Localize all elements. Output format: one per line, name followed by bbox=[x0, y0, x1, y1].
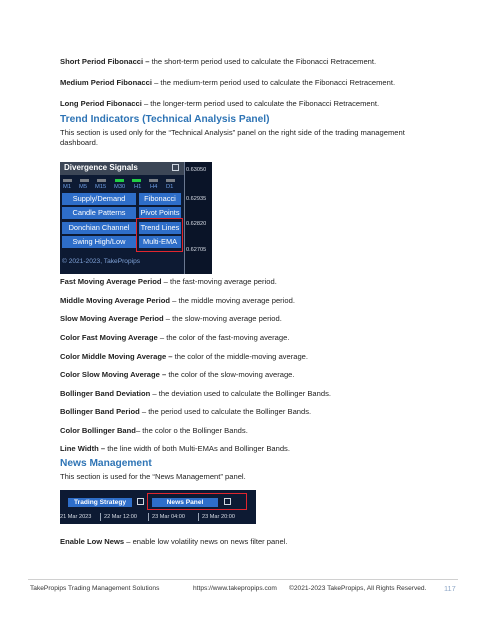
time-separator bbox=[148, 513, 149, 521]
signal-bar bbox=[80, 179, 89, 182]
param-desc: – the period used to calculate the Bollinger Bands. bbox=[139, 407, 312, 416]
param-desc: – the deviation used to calculate the Bollinger Bands. bbox=[150, 389, 331, 398]
param-color-bb bbox=[60, 426, 460, 436]
param-term: Short Period Fibonacci – bbox=[60, 57, 150, 66]
param-term: Color Middle Moving Average – bbox=[60, 352, 173, 361]
param-term: Long Period Fibonacci bbox=[60, 99, 142, 108]
timeframe-label: D1 bbox=[166, 184, 174, 190]
param-desc: – the middle moving average period. bbox=[170, 296, 295, 305]
swing-high-low-button[interactable]: Swing High/Low bbox=[62, 236, 136, 248]
pivot-points-button[interactable]: Pivot Points bbox=[140, 208, 180, 217]
param-term: Color Slow Moving Average – bbox=[60, 370, 167, 379]
param-desc: – the medium-term period used to calculate the Fibonacci Retracement. bbox=[151, 78, 396, 87]
param-color-fast-ma bbox=[60, 333, 460, 343]
time-separator bbox=[100, 513, 101, 521]
param-line-width bbox=[60, 444, 460, 454]
section-intro: This section is used only for the “Technical Analysis” panel on the right side of the trading management dashboard. bbox=[60, 128, 405, 147]
param-desc: – enable low volatility news on news filter panel. bbox=[124, 537, 288, 546]
highlight-box bbox=[147, 493, 247, 510]
param-medium-fib bbox=[60, 78, 460, 88]
timeframe-label: M5 bbox=[79, 184, 88, 190]
news-panel-screenshot bbox=[60, 490, 256, 524]
param-term: Bollinger Band Deviation bbox=[60, 389, 151, 398]
signal-bar bbox=[97, 179, 106, 182]
param-bb-period bbox=[60, 407, 460, 417]
highlight-box bbox=[136, 218, 183, 252]
time-separator bbox=[198, 513, 199, 521]
divergence-panel-screenshot bbox=[60, 162, 212, 274]
donchian-channel-button[interactable]: Donchian Channel bbox=[62, 222, 136, 234]
price-scale bbox=[185, 162, 212, 274]
param-desc: – the longer-term period used to calculate the Fibonacci Retracement. bbox=[141, 99, 380, 108]
time-label: 23 Mar 20:00 bbox=[202, 514, 235, 520]
param-bb-deviation bbox=[60, 389, 460, 399]
param-term: Slow Moving Average Period bbox=[60, 314, 164, 323]
footer-rights: ©2021-2023 TakePropips, All Rights Reserved. bbox=[289, 585, 427, 592]
time-label: 23 Mar 04:00 bbox=[152, 514, 185, 520]
multi-ema-button[interactable]: Multi-EMA bbox=[139, 236, 181, 248]
param-desc: the color of the middle-moving average. bbox=[172, 352, 309, 361]
minimize-icon bbox=[172, 164, 179, 171]
timeframe-label: M15 bbox=[95, 184, 107, 190]
time-label: 21 Mar 2023 bbox=[60, 514, 92, 520]
signal-bar bbox=[149, 179, 158, 182]
timeframe-label: M30 bbox=[114, 184, 126, 190]
supply-demand-button[interactable]: Supply/Demand bbox=[62, 193, 136, 205]
param-term: Fast Moving Average Period bbox=[60, 277, 162, 286]
section-heading-trend-indicators: Trend Indicators (Technical Analysis Panel) bbox=[60, 114, 270, 125]
tab-news-panel[interactable]: News Panel bbox=[152, 498, 218, 507]
timeframe-label: H4 bbox=[150, 184, 158, 190]
param-color-slow-ma bbox=[60, 370, 460, 380]
param-term: Medium Period Fibonacci bbox=[60, 78, 152, 87]
price-label: 0.62935 bbox=[186, 196, 207, 202]
price-label: 0.63050 bbox=[186, 167, 207, 173]
signal-bar bbox=[166, 179, 175, 182]
timeframe-label: H1 bbox=[134, 184, 142, 190]
section-heading-news-management: News Management bbox=[60, 458, 152, 469]
param-desc: – the fast-moving average period. bbox=[161, 277, 277, 286]
timeframe-label: M1 bbox=[63, 184, 72, 190]
minimize-icon bbox=[137, 498, 144, 505]
price-label: 0.62705 bbox=[186, 247, 207, 253]
tab-trading-strategy[interactable]: Trading Strategy bbox=[68, 498, 132, 507]
time-label: 22 Mar 12:00 bbox=[104, 514, 137, 520]
param-slow-ma-period bbox=[60, 314, 460, 324]
param-term: Color Bollinger Band bbox=[60, 426, 136, 435]
panel-title: Divergence Signals bbox=[64, 163, 138, 172]
param-desc: the line width of both Multi-EMAs and Bollinger Bands. bbox=[105, 444, 290, 453]
signal-bar bbox=[63, 179, 72, 182]
panel-copyright: © 2021-2023, TakePropips bbox=[62, 258, 141, 265]
param-long-fib bbox=[60, 99, 460, 109]
param-term: Color Fast Moving Average bbox=[60, 333, 158, 342]
param-term: Bollinger Band Period bbox=[60, 407, 140, 416]
param-term: Line Width – bbox=[60, 444, 106, 453]
param-desc: the color of the slow-moving average. bbox=[166, 370, 295, 379]
signal-bar bbox=[115, 179, 124, 182]
param-fast-ma-period bbox=[60, 277, 460, 287]
section-intro: This section is used for the “News Management” panel. bbox=[60, 472, 246, 481]
param-short-fib bbox=[60, 57, 460, 67]
page-number: 117 bbox=[444, 584, 456, 593]
param-desc: – the color o the Bollinger Bands. bbox=[135, 426, 248, 435]
param-desc: the short-term period used to calculate the Fibonacci Retracement. bbox=[149, 57, 377, 66]
price-label: 0.62820 bbox=[186, 221, 207, 227]
param-middle-ma-period bbox=[60, 296, 460, 306]
param-desc: – the color of the fast-moving average. bbox=[157, 333, 290, 342]
trend-lines-button[interactable]: Trend Lines bbox=[140, 223, 180, 232]
panel-header bbox=[60, 162, 184, 175]
footer-rule bbox=[28, 579, 458, 580]
param-color-middle-ma bbox=[60, 352, 460, 362]
signal-bar bbox=[132, 179, 141, 182]
candle-patterns-button[interactable]: Candle Patterns bbox=[62, 207, 136, 219]
footer-url[interactable]: https://www.takepropips.com bbox=[193, 585, 277, 592]
param-term: Enable Low News bbox=[60, 537, 125, 546]
param-enable-low-news bbox=[60, 537, 460, 547]
footer-company: TakePropips Trading Management Solutions bbox=[30, 585, 160, 592]
param-desc: – the slow-moving average period. bbox=[163, 314, 282, 323]
param-term: Middle Moving Average Period bbox=[60, 296, 170, 305]
fibonacci-button[interactable]: Fibonacci bbox=[139, 193, 181, 205]
